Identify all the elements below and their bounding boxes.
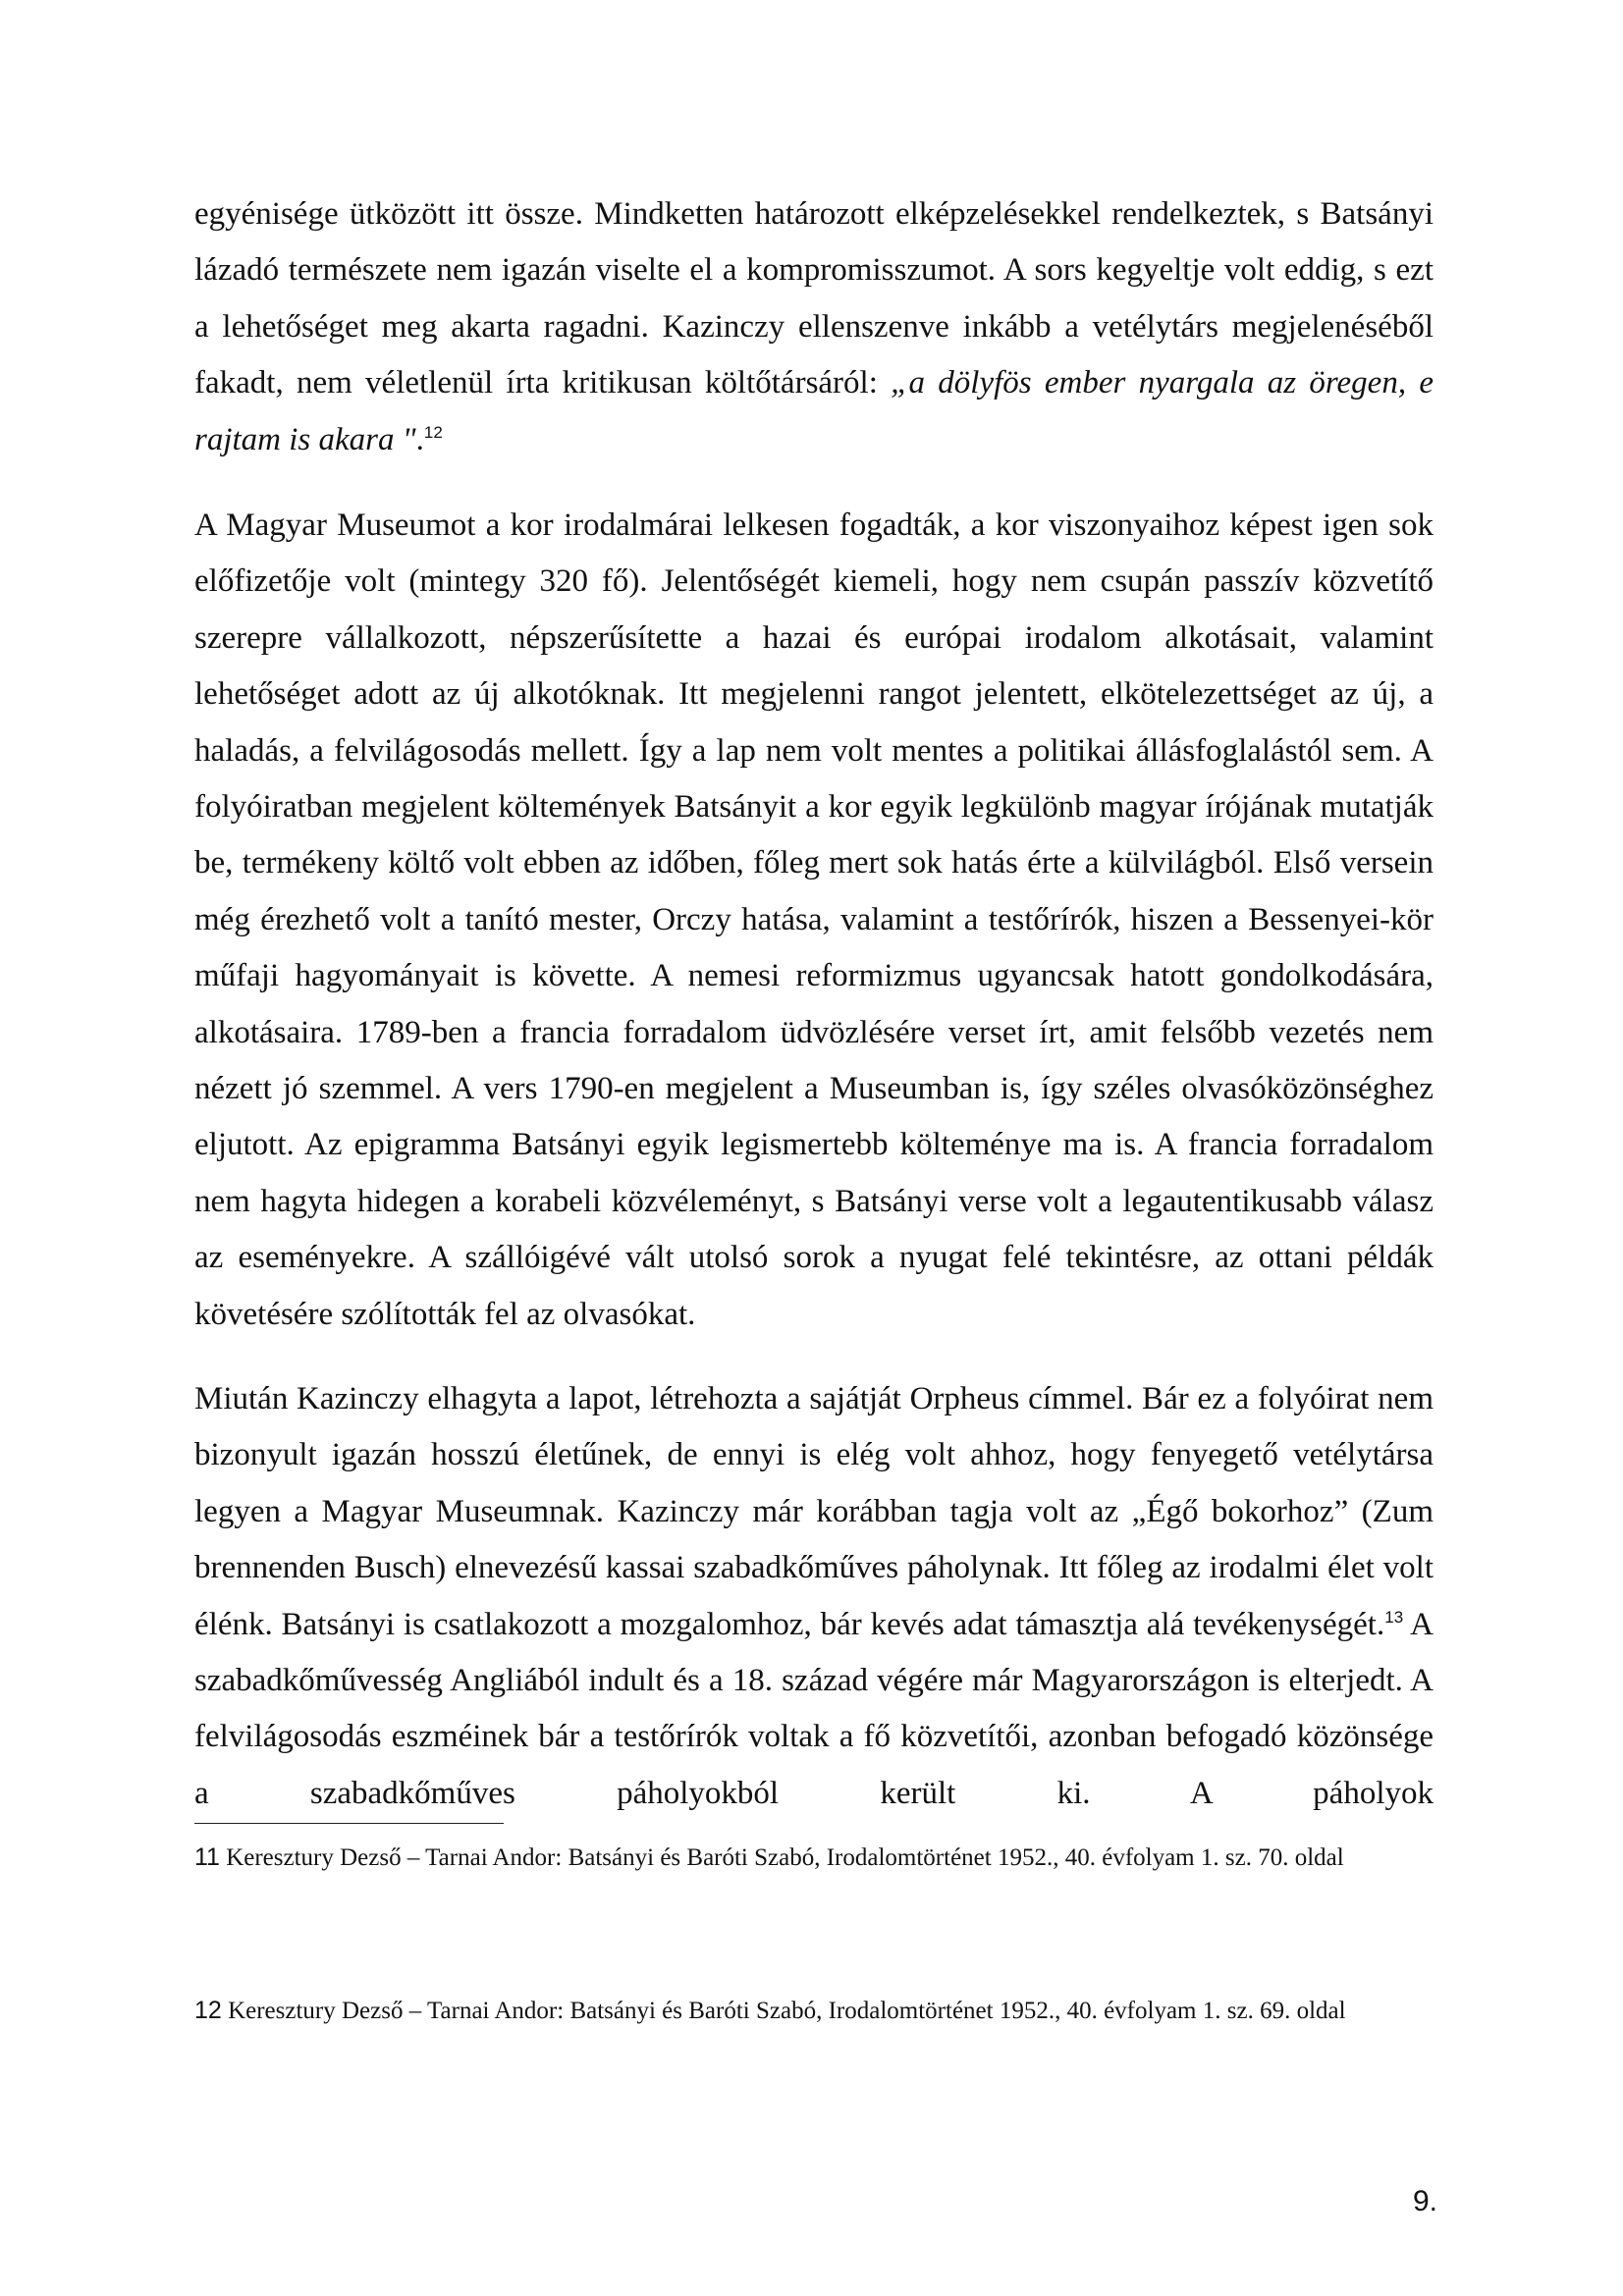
paragraph-3 (194, 1371, 1434, 1822)
paragraph-2 (194, 498, 1434, 1343)
paragraph-3-text-start: Miután Kazinczy elhagyta a lapot, létrehozta a sajátját Orpheus címmel. Bár ez a folyóirat nem bizonyult igazán hosszú életűnek, de ennyi is elég volt ahhoz, hogy fenyegető vetélytársa legyen a Magyar Museumnak. Kazinczy már korábban tagja volt az „Égő bokorhoz” (Zum brennenden Busch) elnevezésű kassai szabadkőműves páholynak. Itt főleg az irodalmi élet volt élénk. Batsányi is csatlakozott a mozgalomhoz, bár kevés adat támasztja alá tevékenységét. (194, 1381, 1434, 1642)
paragraph-1 (194, 187, 1434, 468)
footnote-ref-12[interactable]: 12 (423, 422, 443, 442)
paragraph-1-quote: „a dölyfös ember nyargala az öregen, e rajtam is akara " (194, 365, 1434, 457)
footnote-text: Keresztury Dezső – Tarnai Andor: Batsányi és Baróti Szabó, Irodalomtörténet 1952., 40. évfolyam 1. sz. 70. oldal (219, 1844, 1344, 1871)
paragraph-1-end: . (415, 421, 424, 457)
footnote-number: 11 (194, 1843, 220, 1871)
paragraph-3-text-end: A szabadkőművesség Angliából indult és a 18. század végére már Magyarországon is elterjedt. A felvilágosodás eszméinek bár a testőrírók voltak a fő közvetítői, azonban befogadó közönsége a szabadkőműves páholyokból került ki. A páholyok (194, 1606, 1434, 1811)
footnote-12 (194, 1996, 1434, 2026)
footnote-separator (194, 1823, 504, 1824)
paragraph-1-text: egyénisége ütközött itt össze. Mindketten határozott elképzelésekkel rendelkeztek, s Batsányi lázadó természete nem igazán viselte el a kompromisszumot. A sors kegyeltje volt eddig, s ezt a lehetőséget meg akarta ragadni. Kazinczy ellenszenve inkább a vetélytárs megjelenéséből fakadt, nem véletlenül írta kritikusan költőtársáról: (194, 196, 1434, 401)
footnote-ref-13[interactable]: 13 (1384, 1607, 1404, 1627)
page-number: 9. (1412, 2185, 1437, 2217)
footnote-11 (194, 1842, 1434, 1873)
footnote-text: Keresztury Dezső – Tarnai Andor: Batsányi és Baróti Szabó, Irodalomtörténet 1952., 40. évfolyam 1. sz. 69. oldal (221, 1998, 1346, 2024)
footnote-number: 12 (194, 1997, 222, 2024)
paragraph-2-text: A Magyar Museumot a kor irodalmárai lelkesen fogadták, a kor viszonyaihoz képest igen sok előfizetője volt (mintegy 320 fő). Jelentőségét kiemeli, hogy nem csupán passzív közvetítő szerepre vállalkozott, népszerűsítette a hazai és európai irodalom alkotásait, valamint lehetőséget adott az új alkotóknak. Itt megjelenni rangot jelentett, elkötelezettséget az új, a haladás, a felvilágosodás mellett. Így a lap nem volt mentes a politikai állásfoglalástól sem. A folyóiratban megjelent költemények Batsányit a kor egyik legkülönb magyar írójának mutatják be, termékeny költő volt ebben az időben, főleg mert sok hatás érte a külvilágból. Első versein még érezhető volt a tanító mester, Orczy hatása, valamint a testőrírók, hiszen a Bessenyei-kör műfaji hagyományait is követte. A nemesi reformizmus ugyancsak hatott gondolkodására, alkotásaira. 1789-ben a francia forradalom üdvözlésére verset írt, amit felsőbb vezetés nem nézett jó szemmel. A vers 1790-en megjelent a Museumban is, így széles olvasóközönséghez eljutott. Az epigramma Batsányi egyik legismertebb költeménye ma is. A francia forradalom nem hagyta hidegen a korabeli közvéleményt, s Batsányi verse volt a legautentikusabb válasz az eseményekre. A szállóigévé vált utolsó sorok a nyugat felé tekintésre, az ottani példák követésére szólították fel az olvasókat. (194, 507, 1434, 1332)
